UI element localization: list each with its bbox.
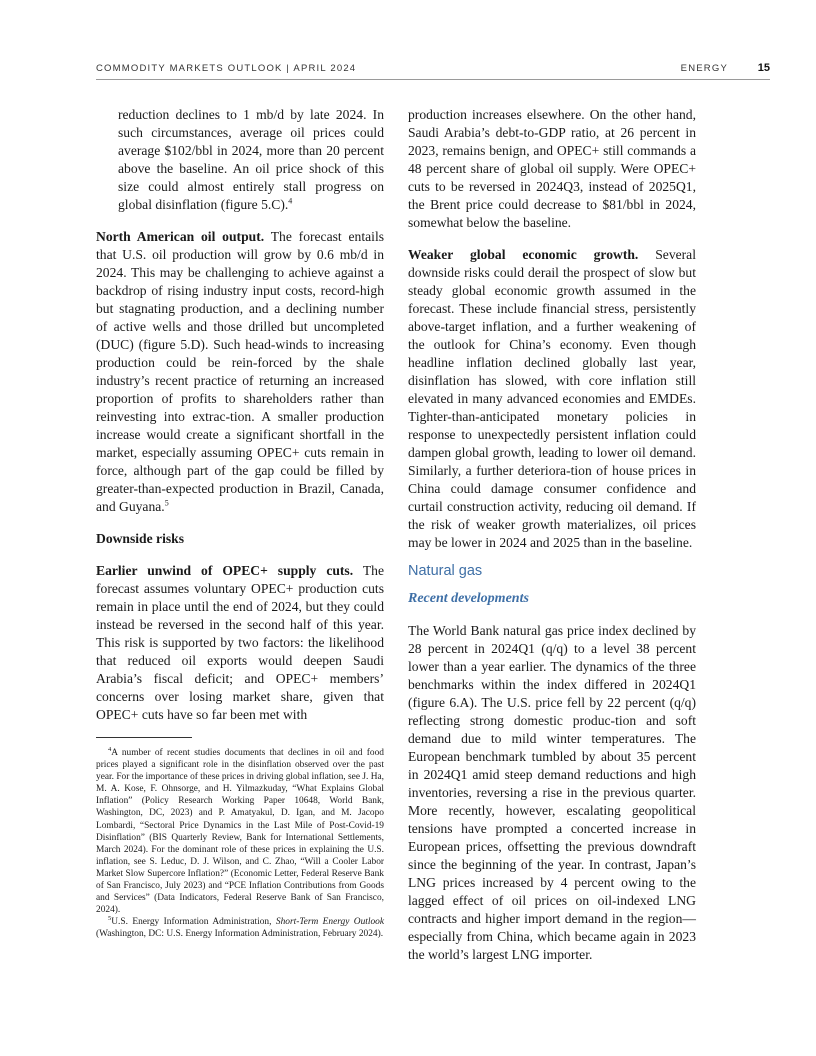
section-name: ENERGY — [680, 63, 728, 74]
left-column — [96, 106, 384, 724]
footnote-rule — [96, 737, 192, 738]
opec-body: The forecast assumes voluntary OPEC+ production cuts remain in place until the end of 2024, but they could instead be reversed in the second half of this year. This risk is supported by two factors: the likelihood that reduced oil exports would deepen Saudi Arabia’s fiscal deficit; and OPEC+ members’ concerns over losing market share, given that OPEC+ cuts have so far been met with — [96, 563, 384, 722]
footnote-4-text: A number of recent studies documents that declines in oil and food prices played a significant role in the disinflation observed over the past year. For the importance of these prices in driving global inflation, see J. Ha, M. A. Kose, F. Ohnsorge, and H. Yilmazkuday, “What Explains Global Inflation” (Policy Research Working Paper 10648, World Bank, Washington, DC, 2023) and P. Amatyakul, D. Igan, and M. Jacopo Lombardi, “Sectoral Price Dynamics in the Last Mile of Post-Covid-19 Disinflation” (BIS Quarterly Review, Bank for International Settlements, March 2024). For the dominant role of these prices in explaining the U.S. inflation, see S. Leduc, D. J. Wilson, and C. Zhao, “Will a Cooler Labor Market Slow Supercore Inflation?” (Economic Letter, Federal Reserve Bank of San Francisco, July 2023) and “PCE Inflation Contributions from Goods and Services” (Data Indicators, Federal Reserve Bank of San Francisco, 2024). — [96, 748, 384, 916]
intro-paragraph — [118, 106, 384, 214]
page-number: 15 — [757, 62, 770, 74]
opec-paragraph — [96, 562, 384, 724]
natural-gas-paragraph: The World Bank natural gas price index declined by 28 percent in 2024Q1 (q/q) to a level 38 percent lower than a year earlier. The dynamics of the three benchmarks within the index differed in 2024Q1 (figure 6.A). The U.S. price fell by 22 percent (q/q) reflecting strong domestic produc-tion and soft demand due to mild winter temperatures. The European benchmark tumbled by about 35 percent in 2024Q1 amid steep demand reductions and high inventories, reversing a rise in the previous quarter. More recently, however, escalating geopolitical tensions have prompted a concerted increase in European prices, offsetting the previous downdraft since the beginning of the year. In contrast, Japan’s LNG prices increased by 4 percent owing to the lagged effect of oil prices on oil-indexed LNG contracts and higher import demand in the region—especially from China, which became again in 2023 the world’s largest LNG importer. — [408, 623, 696, 962]
opec-continued-paragraph: production increases elsewhere. On the other hand, Saudi Arabia’s debt-to-GDP ratio, at 26 percent in 2023, remains benign, and OPEC+ still commands a 48 percent share of global oil supply. Were OPEC+ cuts to be reversed in 2024Q3, instead of 2025Q1, the Brent price could decrease to $81/bbl in 2024, somewhat below the baseline. — [408, 107, 696, 230]
natural-gas-heading: Natural gas — [408, 563, 483, 579]
footnote-4 — [96, 747, 384, 916]
growth-paragraph — [408, 246, 696, 552]
growth-body: Several downside risks could derail the prospect of slow but steady global economic growth assumed in the forecast. These include financial stress, persistently above-target inflation, and a further weakening of the outlook for China’s economy. Even though headline inflation declined globally last year, disinflation has slowed, with core inflation still elevated in many advanced economies and EMDEs. Tighter-than-anticipated monetary policies in response to unexpectedly persistent inflation could dampen global growth, leading to lower oil demand. Similarly, a further deteriora-tion of house prices in China could damage consumer confidence and curtail construction activity, reducing oil demand. If the risk of weaker growth materializes, oil prices may be lower in 2024 and 2025 than in the baseline. — [408, 247, 696, 550]
footnote-5-mark: 5 — [108, 915, 112, 923]
north-american-lead: North American oil output. — [96, 229, 265, 244]
publication-title: COMMODITY MARKETS OUTLOOK | APRIL 2024 — [96, 63, 357, 74]
running-header — [96, 63, 770, 77]
footnote-5-post: (Washington, DC: U.S. Energy Information Administration, February 2024). — [96, 929, 384, 940]
downside-risks-heading: Downside risks — [96, 531, 185, 546]
header-rule — [96, 79, 770, 80]
footnotes — [96, 747, 384, 941]
recent-developments-heading: Recent developments — [408, 591, 529, 606]
footnote-5-pre: U.S. Energy Information Administration, — [111, 917, 276, 928]
footnote-5-title: Short-Term Energy Outlook — [275, 917, 385, 928]
right-column — [408, 106, 696, 964]
footnote-5 — [96, 916, 384, 940]
growth-lead: Weaker global economic growth. — [408, 247, 639, 262]
footnote-ref-5[interactable]: 5 — [164, 498, 169, 508]
opec-lead: Earlier unwind of OPEC+ supply cuts. — [96, 563, 354, 578]
north-american-body: The forecast entails that U.S. oil production will grow by 0.6 mb/d in 2024. This may be challenging to achieve against a backdrop of rising industry input costs, record-high but stagnating production, and a declining number of active wells and those drilled but uncompleted (DUC) (figure 5.D). Such head-winds to increasing production could be rein-forced by the shale industry’s recent practice of returning an increased proportion of profits to shareholders rather than reinvesting into extrac-tion. A smaller production increase would create a significant shortfall in the market, especially assuming OPEC+ cuts remain in force, although part of the gap could be filled by greater-than-expected production in Brazil, Canada, and Guyana. — [96, 229, 385, 514]
footnote-4-mark: 4 — [108, 745, 112, 753]
footnote-ref-4[interactable]: 4 — [288, 196, 293, 206]
intro-text: reduction declines to 1 mb/d by late 2024. In such circumstances, average oil prices could average $102/bbl in 2024, more than 20 percent above the baseline. An oil price shock of this size could almost entirely stall progress on global disinflation (figure 5.C). — [118, 107, 384, 212]
north-american-paragraph — [96, 228, 384, 516]
